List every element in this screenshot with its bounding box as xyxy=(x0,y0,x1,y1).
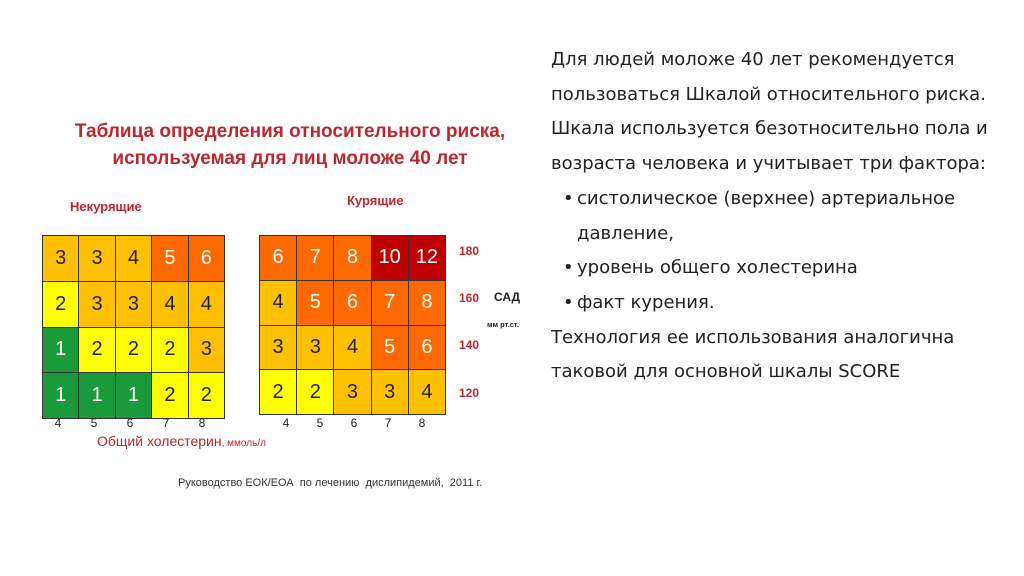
paragraph-1: Для людей моложе 40 лет рекомендуется пользоваться Шкалой относительного риска. xyxy=(551,49,986,105)
nonsmokers-risk-cell: 2 xyxy=(43,282,78,327)
cholesterol-tick-label: 8 xyxy=(198,416,206,430)
x-axis-label: Общий холестерин, ммоль/л xyxy=(97,433,266,449)
sbp-value-140: 140 xyxy=(459,338,480,352)
nonsmokers-risk-cell: 3 xyxy=(79,282,114,327)
smokers-risk-cell: 4 xyxy=(409,370,445,414)
description-text xyxy=(551,43,1021,390)
bullet-item: • уровень общего холестерина xyxy=(563,257,858,279)
nonsmokers-risk-cell: 4 xyxy=(189,282,224,327)
paragraph-3: Технология ее использования аналогична таковой для основной шкалы SCORE xyxy=(551,326,955,383)
nonsmokers-risk-cell: 1 xyxy=(116,373,151,418)
smokers-risk-cell: 3 xyxy=(297,326,333,370)
cholesterol-tick-label: 5 xyxy=(90,416,98,430)
nonsmokers-risk-cell: 1 xyxy=(43,373,78,418)
nonsmokers-risk-cell: 6 xyxy=(189,236,224,281)
smokers-risk-cell: 6 xyxy=(334,281,370,325)
nonsmokers-risk-cell: 2 xyxy=(79,328,114,373)
nonsmokers-risk-cell: 5 xyxy=(152,236,187,281)
sbp-label: САД xyxy=(494,290,521,304)
smokers-risk-cell: 7 xyxy=(297,236,333,280)
cholesterol-tick-label: 5 xyxy=(316,416,324,430)
smokers-risk-cell: 3 xyxy=(334,370,370,414)
sbp-unit: мм рт.ст. xyxy=(487,320,520,329)
smokers-risk-cell: 2 xyxy=(260,370,296,414)
smokers-risk-cell: 5 xyxy=(297,281,333,325)
cholesterol-tick-label: 6 xyxy=(126,416,134,430)
smokers-risk-cell: 3 xyxy=(260,326,296,370)
smokers-label: Курящие xyxy=(347,193,404,208)
smokers-risk-cell: 8 xyxy=(409,281,445,325)
nonsmokers-risk-cell: 1 xyxy=(43,328,78,373)
smokers-risk-cell: 7 xyxy=(372,281,408,325)
smokers-risk-cell: 2 xyxy=(297,370,333,414)
cholesterol-tick-label: 7 xyxy=(162,416,170,430)
cholesterol-tick-label: 6 xyxy=(350,416,358,430)
smokers-risk-cell: 5 xyxy=(372,326,408,370)
smokers-risk-cell: 3 xyxy=(372,370,408,414)
smokers-risk-cell: 4 xyxy=(260,281,296,325)
smokers-risk-grid xyxy=(259,235,446,415)
nonsmokers-risk-cell: 2 xyxy=(152,373,187,418)
nonsmokers-risk-grid xyxy=(42,235,225,419)
bullet-item: • систолическое (верхнее) артериальное давление, xyxy=(563,187,956,244)
cholesterol-tick-label: 4 xyxy=(54,416,62,430)
nonsmokers-risk-cell: 2 xyxy=(116,328,151,373)
smokers-risk-cell: 6 xyxy=(409,326,445,370)
cholesterol-tick-label: 4 xyxy=(282,416,290,430)
nonsmokers-risk-cell: 3 xyxy=(116,282,151,327)
bullet-item: • факт курения. xyxy=(563,291,715,313)
sbp-value-120: 120 xyxy=(459,386,480,400)
figure-title: Таблица определения относительного риска, используемая для лиц моложе 40 лет xyxy=(74,121,506,169)
nonsmokers-risk-cell: 1 xyxy=(79,373,114,418)
smokers-risk-cell: 10 xyxy=(372,236,408,280)
smokers-risk-cell: 8 xyxy=(334,236,370,280)
figure-source: Руководство ЕОК/ЕОА по лечению дислипидемий, 2011 г. xyxy=(178,477,483,489)
sbp-value-160: 160 xyxy=(459,291,480,305)
nonsmokers-risk-cell: 3 xyxy=(43,236,78,281)
nonsmokers-risk-cell: 2 xyxy=(152,328,187,373)
nonsmokers-risk-cell: 3 xyxy=(189,328,224,373)
cholesterol-tick-label: 8 xyxy=(418,416,426,430)
paragraph-2: Шкала используется безотносительно пола и возраста человека и учитывает три фактора: xyxy=(551,118,988,175)
sbp-value-180: 180 xyxy=(459,244,480,258)
cholesterol-ticks-smokers xyxy=(0,416,460,432)
nonsmokers-risk-cell: 2 xyxy=(189,373,224,418)
smokers-risk-cell: 12 xyxy=(409,236,445,280)
nonsmokers-label: Некурящие xyxy=(70,199,142,214)
nonsmokers-risk-cell: 3 xyxy=(79,236,114,281)
nonsmokers-risk-cell: 4 xyxy=(152,282,187,327)
smokers-risk-cell: 4 xyxy=(334,326,370,370)
cholesterol-tick-label: 7 xyxy=(384,416,392,430)
smokers-risk-cell: 6 xyxy=(260,236,296,280)
nonsmokers-risk-cell: 4 xyxy=(116,236,151,281)
